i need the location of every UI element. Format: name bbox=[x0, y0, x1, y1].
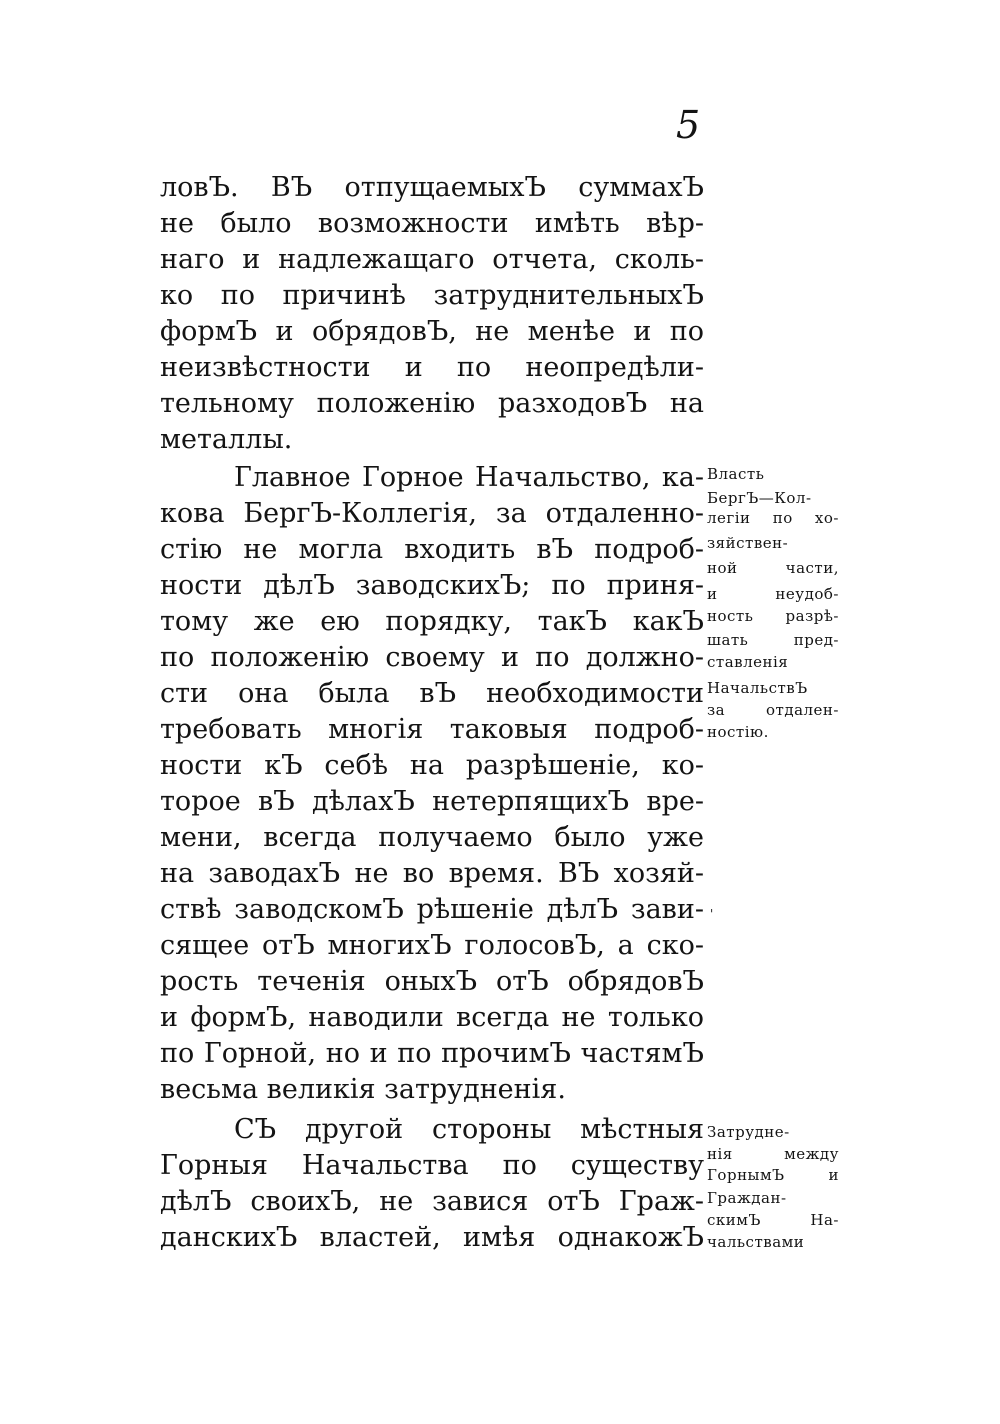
text-line: кова БергЪ-Коллегія, за отдаленно- bbox=[160, 498, 704, 529]
margin-note-line: ность разрѣ- bbox=[707, 607, 839, 625]
text-line: ности кЪ себѣ на разрѣшеніе, ко- bbox=[160, 750, 704, 781]
margin-note-line: зяйствен- bbox=[707, 534, 789, 552]
text-line: данскихЪ властей, имѣя однакожЪ bbox=[160, 1222, 704, 1253]
margin-note-line: Власть bbox=[707, 465, 765, 483]
text-line: металлы. bbox=[160, 424, 293, 455]
text-line: по Горной, но и по прочимЪ частямЪ bbox=[160, 1038, 704, 1069]
text-line: рость теченія оныхЪ отЪ обрядовЪ bbox=[160, 966, 704, 997]
margin-note-line: шать пред- bbox=[707, 631, 839, 649]
margin-note-line: и неудоб- bbox=[707, 585, 839, 603]
margin-note-line: за отдален- bbox=[707, 701, 839, 719]
margin-note-line: Граждан- bbox=[707, 1189, 787, 1207]
margin-note-line: скимЪ На- bbox=[707, 1211, 839, 1229]
text-line: тельному положенію разходовЪ на bbox=[160, 388, 704, 419]
text-line: весьма великія затрудненія. bbox=[160, 1074, 566, 1105]
text-line: на заводахЪ не во время. ВЪ хозяй- bbox=[160, 858, 704, 889]
text-line: СЪ другой стороны мѣстныя bbox=[234, 1114, 704, 1145]
text-line: сящее отЪ многихЪ голосовЪ, а ско- bbox=[160, 930, 704, 961]
text-line: наго и надлежащаго отчета, сколь- bbox=[160, 244, 704, 275]
margin-note-line: ной части, bbox=[707, 559, 839, 577]
text-line: требовать многія таковыя подроб- bbox=[160, 714, 704, 745]
stray-mark: ' bbox=[710, 907, 714, 921]
margin-note-line: легіи по хо- bbox=[707, 509, 839, 527]
text-line: ко по причинѣ затруднительныхЪ bbox=[160, 280, 704, 311]
margin-note-line: нія между bbox=[707, 1145, 839, 1163]
text-line: ствѣ заводскомЪ рѣшеніе дѣлЪ зави- bbox=[160, 894, 704, 925]
margin-note-line: НачальствЪ bbox=[707, 679, 808, 697]
text-line: ловЪ. ВЪ отпущаемыхЪ суммахЪ bbox=[160, 172, 704, 203]
margin-note-line: ГорнымЪ и bbox=[707, 1166, 839, 1184]
margin-note-line: Затрудне- bbox=[707, 1123, 790, 1141]
text-line: неизвѣстности и по неопредѣли- bbox=[160, 352, 704, 383]
text-line: не было возможности имѣть вѣр- bbox=[160, 208, 704, 239]
margin-note-line: чальствами bbox=[707, 1233, 805, 1251]
margin-note-line: ставленія bbox=[707, 653, 789, 671]
text-line: тому же ею порядку, такЪ какЪ bbox=[160, 606, 704, 637]
margin-note-line: БергЪ—Кол- bbox=[707, 489, 812, 507]
text-line: ности дѣлЪ заводскихЪ; по приня- bbox=[160, 570, 704, 601]
page-number: 5 bbox=[676, 103, 701, 147]
text-line: Горныя Начальства по существу bbox=[160, 1150, 704, 1181]
text-line: торое вЪ дѣлахЪ нетерпящихЪ вре- bbox=[160, 786, 704, 817]
text-line: дѣлЪ своихЪ, не завися отЪ Граж- bbox=[160, 1186, 704, 1217]
text-line: мени, всегда получаемо было уже bbox=[160, 822, 704, 853]
text-line: стію не могла входить вЪ подроб- bbox=[160, 534, 704, 565]
text-line: сти она была вЪ необходимости bbox=[160, 678, 704, 709]
text-line: формЪ и обрядовЪ, не менѣе и по bbox=[160, 316, 704, 347]
margin-note-line: ностію. bbox=[707, 723, 769, 741]
text-line: по положенію своему и по должно- bbox=[160, 642, 704, 673]
text-line: и формЪ, наводили всегда не только bbox=[160, 1002, 704, 1033]
text-line: Главное Горное Начальство, ка- bbox=[234, 462, 704, 493]
